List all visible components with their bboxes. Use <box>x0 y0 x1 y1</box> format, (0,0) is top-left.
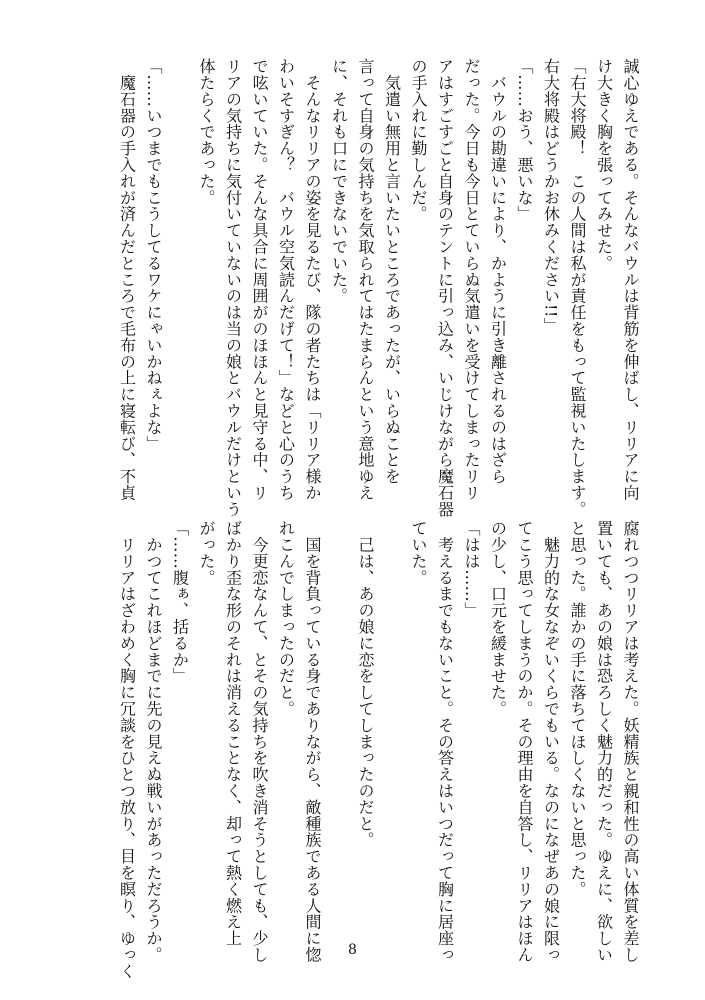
text-column: てこう思ってしまうのか。その理由を自答し、リリアはほん <box>515 520 534 963</box>
text-column: リリアはざわめく胸に冗談をひとつ放り、目を瞑り、ゆっく <box>117 520 137 980</box>
text-column: 誠心ゆえである。そんなバウルは背筋を伸ばし、リリアに向 <box>621 58 640 501</box>
text-column: そんなリリアの姿を見るたび、隊の者たちは「リリア様か <box>303 58 322 501</box>
text-column: 体たらくであった。 <box>197 58 216 206</box>
blank-column <box>378 520 405 940</box>
text-column: ていた。 <box>409 520 428 586</box>
text-column: 右大将殿はどうかお休みください!!」 <box>541 58 561 335</box>
blank-column <box>325 520 352 940</box>
text-column: 国を背負っている身でありながら、敵種族である人間に惚 <box>303 520 322 963</box>
text-column: 「……おう、悪いな」 <box>515 58 534 222</box>
text-column: わいそすぎん？ バウル空気読んだげて！」などと心のうち <box>276 58 296 501</box>
text-column: 魔石器の手入れが済んだところで毛布の上に寝転び、不貞 <box>117 58 137 501</box>
lower-text-block <box>113 520 643 980</box>
text-column: ばかり歪な形のそれは消えることなく、却って熱く燃え上 <box>223 520 243 947</box>
blank-column <box>166 58 193 488</box>
text-column: 腐れつつリリアは考えた。妖精族と親和性の高い体質を差し <box>621 520 640 963</box>
text-column: 「……いつまでもこうしてるワケにゃいかねぇよな」 <box>144 58 163 452</box>
text-column: で呟いていた。そんな具合に周囲がのほほんと見守る中、リ <box>250 58 269 501</box>
text-column: かつてこれほどまでに先の見えぬ戦いがあっただろうか。 <box>144 520 163 963</box>
text-column: の少し、口元を緩ませた。 <box>488 520 508 717</box>
text-column: の手入れに勤しんだ。 <box>409 58 428 222</box>
text-column: 「……腹ぁ、括るか」 <box>170 520 190 684</box>
upper-text-block <box>113 58 643 518</box>
text-column: がった。 <box>197 520 216 586</box>
text-column: に、それも口にできないでいた。 <box>329 58 349 304</box>
text-column: れこんでしまったのだと。 <box>276 520 296 717</box>
text-column: 魅力的な女なぞいくらでもいる。なのになぜあの娘に限っ <box>541 520 561 963</box>
text-column: 「右大将殿！ この人間は私が責任をもって監視いたします。 <box>568 58 587 518</box>
text-column: 言って自身の気持ちを気取られてはたまらんという意地ゆえ <box>356 58 375 501</box>
text-column: アはすごすごと自身のテントに引っ込み、いじけながら魔石器 <box>435 58 455 518</box>
text-column: 己は、あの娘に恋をしてしまったのだと。 <box>356 520 375 848</box>
text-column: だった。今日も今日とていらぬ気遣いを受けてしまったリリ <box>462 58 481 501</box>
text-column: 「はは……」 <box>462 520 481 619</box>
text-column: 気遣い無用と言いたいところであったが、いらぬことを <box>382 58 402 485</box>
text-column: リアの気持ちに気付いていないのは当の娘とバウルだけという <box>223 58 243 518</box>
text-column: け大きく胸を張ってみせた。 <box>594 58 614 272</box>
text-column: 考えるまでもないこと。その答えはいつだって胸に居座っ <box>435 520 455 963</box>
page-number: 8 <box>348 942 357 958</box>
text-column: 今更恋なんて、とその気持ちを吹き消そうとしても、少し <box>250 520 269 963</box>
text-column: と思った。誰かの手に落ちてほしくないと思った。 <box>568 520 587 898</box>
text-column: 置いても、あの娘は恐ろしく魅力的だった。ゆえに、欲しい <box>594 520 614 963</box>
text-column: バウルの勘違いにより、かように引き離されるのはざら <box>488 58 508 485</box>
